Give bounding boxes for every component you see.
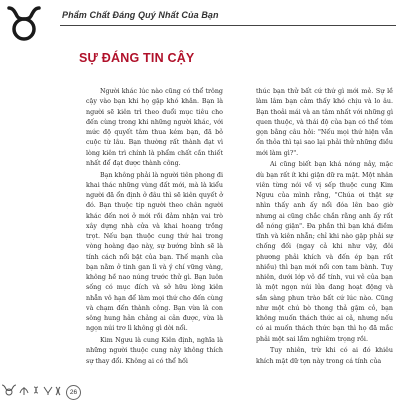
paragraph: Người khác lúc nào cũng có thể trông cậy vào bạn khi họ gặp khó khăn. Bạn là người sẽ kiên trì theo đuổi mục tiêu cho đến cùng trong khi những người khác, với mức độ quyết tâm thua kém bạn, đã bỏ cuộc từ lâu. Bạn thường rất thành đạt vì lòng kiên trì chính là phẩm chất cần thiết nhất để đạt được thành công.	[86, 88, 223, 167]
paragraph: thúc bạn thử bất cứ thứ gì mới mẻ. Sự lề làm lâm bạn cảm thấy khó chịu và lo âu. Bạn thoải mái và an tâm nhất với những gì quen thuộc, và thái độ của bạn có thể tóm gọn bằng câu hỏi: "Nếu mọi thứ hiện vẫn ổn thỏa thì tại sao lại phải thử những điều mới làm gì?".	[256, 88, 393, 157]
paragraph: Kim Ngưu là cung Kiên định, nghĩa là những người thuộc cung này không thích sự thay đổi. Không ai có thể hối	[86, 337, 223, 365]
taurus-icon	[4, 4, 44, 44]
paragraph: Tuy nhiên, trừ khi có ai đó khiêu khích mặt dữ tợn này trong cá tính của	[256, 347, 393, 365]
paragraph: Bạn không phải là người tiên phong đi khai thác những vùng đất mới, mà là kiểu người đã ổn định ở đâu thì sẽ kiên quyết ở đó. Bạn thuộc tip người theo chân người khác đến nơi ở mới rồi đảm nhận vai trò xây dựng nhà cửa và khai hoang trồng trọt. Nếu bạn thuộc cung thứ hai trong vòng hoàng đạo này, sự bướng bỉnh sẽ là tính cách nổi bật của bạn. Thế mạnh của bạn nằm ở tinh gan lì và ý chí vững vàng, không hề nao núng trước thử gì. Bạn luôn sống có mục đích và sở hữu lòng kiên nhẫn vô hạn để làm mọi thứ cho đến cùng và chạm đến thành công. Bạn vừa là con sông hung hản chảng ai cản được, vừa là ngọn núi trơ lì không gì dời nổi.	[86, 171, 224, 333]
running-header: Phẩm Chất Đáng Quý Nhất Của Bạn	[62, 10, 219, 20]
page-number: 26	[66, 385, 81, 400]
section-title: SỰ ĐÁNG TIN CẬY	[79, 51, 195, 65]
paragraph: Ai cũng biết bạn khá nóng nảy, mặc dù bạn rất ít khi giận dữ ra mặt. Một nhân viên từng nói về vị sếp thuộc cung Kim Ngưu của mình rằng, "Chúa ơi thật sự nhìn thấy anh ấy nổi đóa lên bao giờ nhưng ai cũng chắc chắn rằng anh ấy rất dễ nóng giận". Đa phần thì bạn khá điềm tĩnh và kiên nhẫn; chỉ khi nào gặp phải sự chống đối (ngay cả khi như vậy, đôi phương phải khích và đến ép bạn rất nhiều) thì bạn mới nổi cơn tam bành. Tuy nhiên, dưới lớp vỏ để tính, vui vẻ của bạn là một ngọn núi lửa đang hoạt động và sắn sàng phun trào bất cứ lúc nào. Cũng như một chú bò thong thả gặm cỏ, bạn không muốn thách thức ai cả, nhưng nếu có ai muốn thách thức bạn thì họ đã mắc phải một sai lầm nghiêm trọng rồi.	[256, 161, 393, 343]
header-divider	[60, 25, 396, 26]
right-column	[256, 87, 393, 368]
zodiac-ornament-icon	[0, 381, 70, 397]
left-column	[86, 87, 223, 368]
